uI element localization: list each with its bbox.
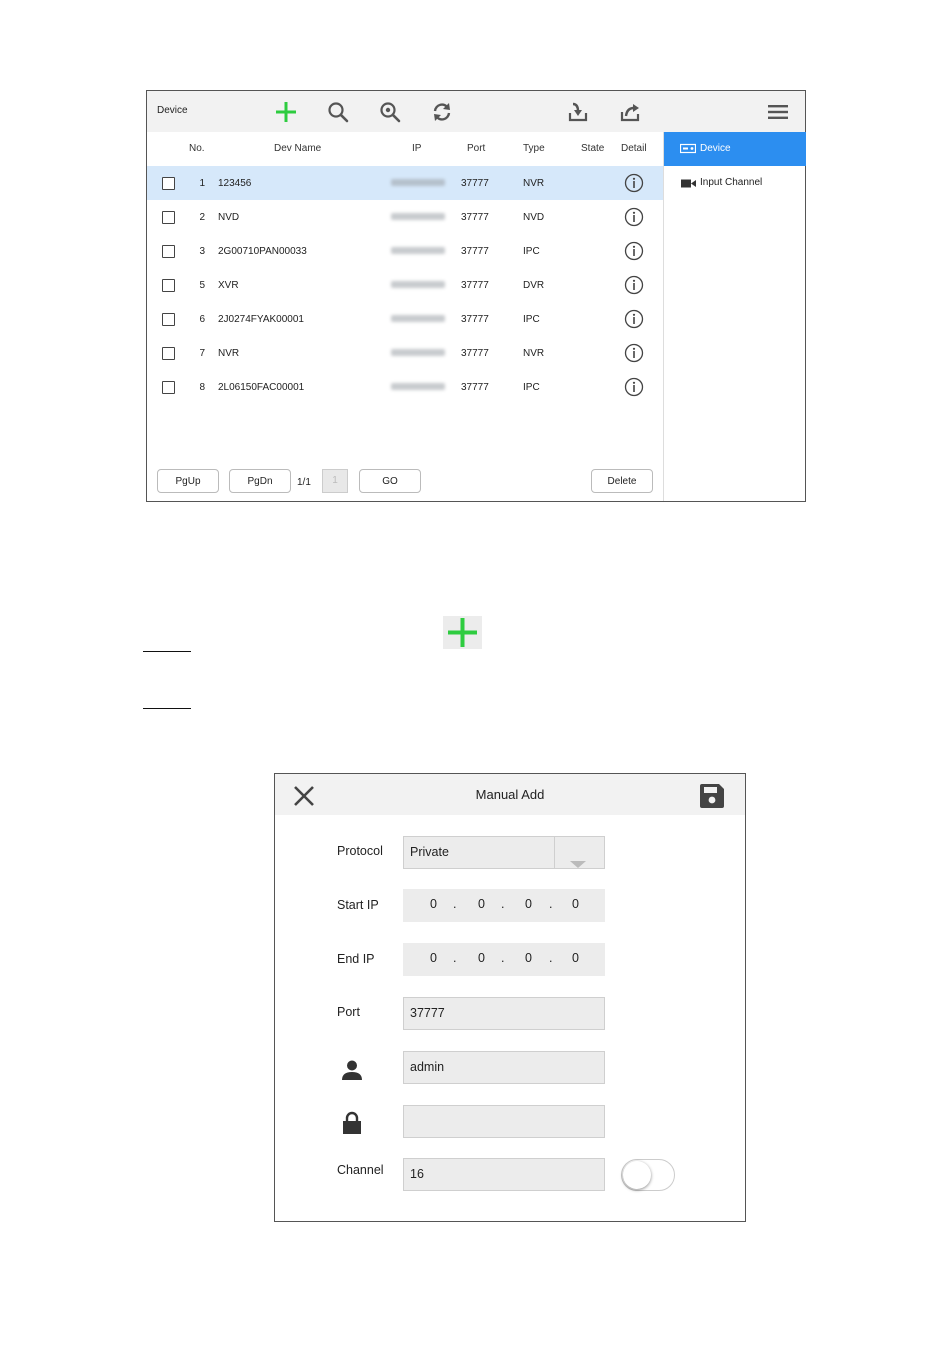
select-divider bbox=[554, 837, 555, 868]
chevron-down-icon[interactable] bbox=[570, 850, 586, 858]
channel-label: Channel bbox=[337, 1163, 384, 1177]
row-ip-masked bbox=[391, 179, 445, 186]
column-header-ip: IP bbox=[412, 143, 422, 154]
row-dev-name: NVR bbox=[218, 348, 240, 359]
ip-dot: . bbox=[453, 897, 457, 911]
protocol-value: Private bbox=[410, 845, 449, 859]
dialog-title: Manual Add bbox=[475, 787, 545, 802]
ip-octet: 0 bbox=[525, 951, 532, 965]
refresh-icon[interactable] bbox=[429, 99, 455, 125]
ip-octet: 0 bbox=[525, 897, 532, 911]
column-header-type: Type bbox=[523, 143, 545, 154]
channel-toggle[interactable] bbox=[621, 1159, 675, 1191]
device-list-header bbox=[147, 132, 663, 166]
device-search-icon[interactable] bbox=[377, 99, 403, 125]
row-checkbox[interactable] bbox=[162, 177, 175, 190]
row-checkbox[interactable] bbox=[162, 279, 175, 292]
row-type: NVR bbox=[523, 348, 545, 359]
row-no: 3 bbox=[199, 246, 205, 257]
row-type: IPC bbox=[523, 314, 540, 325]
column-header-detail: Detail bbox=[621, 143, 647, 154]
info-icon[interactable] bbox=[624, 275, 644, 295]
ip-dot: . bbox=[501, 897, 505, 911]
dialog-header bbox=[275, 774, 745, 815]
info-icon[interactable] bbox=[624, 309, 644, 329]
ip-octet: 0 bbox=[478, 951, 485, 965]
password-input[interactable] bbox=[403, 1105, 605, 1138]
row-checkbox[interactable] bbox=[162, 381, 175, 394]
row-ip-masked bbox=[391, 349, 445, 356]
column-header-no: No. bbox=[189, 143, 205, 154]
pgup-button[interactable]: PgUp bbox=[157, 469, 219, 493]
row-type: IPC bbox=[523, 246, 540, 257]
table-row[interactable] bbox=[147, 370, 663, 404]
side-nav bbox=[663, 132, 806, 501]
go-button[interactable]: GO bbox=[359, 469, 421, 493]
side-nav-input-channel[interactable] bbox=[664, 166, 806, 200]
end-ip-input[interactable] bbox=[403, 943, 605, 976]
row-type: IPC bbox=[523, 382, 540, 393]
column-header-port: Port bbox=[467, 143, 486, 154]
table-row[interactable] bbox=[147, 302, 663, 336]
add-icon bbox=[443, 616, 482, 649]
ip-octet: 0 bbox=[572, 951, 579, 965]
ip-dot: . bbox=[549, 897, 553, 911]
row-type: DVR bbox=[523, 280, 545, 291]
user-icon bbox=[341, 1059, 363, 1081]
row-checkbox[interactable] bbox=[162, 245, 175, 258]
column-header-dev-name: Dev Name bbox=[274, 143, 322, 154]
menu-icon[interactable] bbox=[765, 99, 791, 125]
row-port: 37777 bbox=[461, 212, 489, 223]
row-dev-name: NVD bbox=[218, 212, 240, 223]
start-ip-label: Start IP bbox=[337, 898, 379, 912]
row-ip-masked bbox=[391, 213, 445, 220]
page-number-input[interactable]: 1 bbox=[322, 469, 348, 493]
row-port: 37777 bbox=[461, 314, 489, 325]
start-ip-input[interactable] bbox=[403, 889, 605, 922]
end-ip-label: End IP bbox=[337, 952, 375, 966]
toggle-knob bbox=[623, 1161, 651, 1189]
delete-button[interactable]: Delete bbox=[591, 469, 653, 493]
row-port: 37777 bbox=[461, 382, 489, 393]
table-row[interactable] bbox=[147, 200, 663, 234]
ip-octet: 0 bbox=[478, 897, 485, 911]
ip-octet: 0 bbox=[572, 897, 579, 911]
row-no: 2 bbox=[199, 212, 205, 223]
row-port: 37777 bbox=[461, 280, 489, 291]
ip-octet: 0 bbox=[430, 951, 437, 965]
row-checkbox[interactable] bbox=[162, 211, 175, 224]
row-no: 8 bbox=[199, 382, 205, 393]
info-icon[interactable] bbox=[624, 377, 644, 397]
side-nav-input-channel-label: Input Channel bbox=[700, 177, 763, 188]
username-input[interactable]: admin bbox=[403, 1051, 605, 1084]
row-dev-name: 123456 bbox=[218, 178, 252, 189]
manual-add-dialog bbox=[274, 773, 746, 1222]
step-underline bbox=[143, 708, 191, 709]
camera-icon bbox=[681, 178, 696, 189]
row-dev-name: 2L06150FAC00001 bbox=[218, 382, 305, 393]
row-type: NVR bbox=[523, 178, 545, 189]
info-icon[interactable] bbox=[624, 241, 644, 261]
info-icon[interactable] bbox=[624, 343, 644, 363]
search-icon[interactable] bbox=[325, 99, 351, 125]
row-ip-masked bbox=[391, 383, 445, 390]
lock-icon bbox=[342, 1111, 362, 1135]
port-label: Port bbox=[337, 1005, 360, 1019]
row-no: 6 bbox=[199, 314, 205, 325]
row-no: 1 bbox=[199, 178, 205, 189]
add-icon[interactable] bbox=[273, 99, 299, 125]
info-icon[interactable] bbox=[624, 173, 644, 193]
row-type: NVD bbox=[523, 212, 545, 223]
page-info: 1/1 bbox=[297, 477, 311, 488]
export-icon[interactable] bbox=[617, 99, 643, 125]
ip-octet: 0 bbox=[430, 897, 437, 911]
side-nav-device[interactable] bbox=[664, 132, 806, 166]
import-icon[interactable] bbox=[565, 99, 591, 125]
device-icon bbox=[680, 143, 696, 155]
row-no: 7 bbox=[199, 348, 205, 359]
ip-dot: . bbox=[453, 951, 457, 965]
row-dev-name: 2G00710PAN00033 bbox=[218, 246, 307, 257]
table-row[interactable] bbox=[147, 336, 663, 370]
table-row[interactable] bbox=[147, 268, 663, 302]
row-checkbox[interactable] bbox=[162, 347, 175, 360]
row-checkbox[interactable] bbox=[162, 313, 175, 326]
save-icon[interactable] bbox=[699, 783, 725, 809]
channel-input[interactable]: 16 bbox=[403, 1158, 605, 1191]
ip-dot: . bbox=[501, 951, 505, 965]
ip-dot: . bbox=[549, 951, 553, 965]
row-ip-masked bbox=[391, 247, 445, 254]
row-ip-masked bbox=[391, 315, 445, 322]
device-toolbar bbox=[147, 91, 805, 132]
protocol-select[interactable] bbox=[403, 836, 605, 869]
table-row[interactable] bbox=[147, 166, 663, 200]
row-port: 37777 bbox=[461, 178, 489, 189]
port-input[interactable]: 37777 bbox=[403, 997, 605, 1030]
toolbar-title: Device bbox=[157, 105, 188, 116]
row-no: 5 bbox=[199, 280, 205, 291]
row-ip-masked bbox=[391, 281, 445, 288]
table-row[interactable] bbox=[147, 234, 663, 268]
side-nav-device-label: Device bbox=[700, 143, 731, 154]
row-dev-name: 2J0274FYAK00001 bbox=[218, 314, 304, 325]
row-port: 37777 bbox=[461, 246, 489, 257]
info-icon[interactable] bbox=[624, 207, 644, 227]
row-port: 37777 bbox=[461, 348, 489, 359]
device-panel bbox=[146, 90, 806, 502]
step-underline bbox=[143, 651, 191, 652]
column-header-state: State bbox=[581, 143, 605, 154]
row-dev-name: XVR bbox=[218, 280, 239, 291]
pgdn-button[interactable]: PgDn bbox=[229, 469, 291, 493]
protocol-label: Protocol bbox=[337, 844, 383, 858]
